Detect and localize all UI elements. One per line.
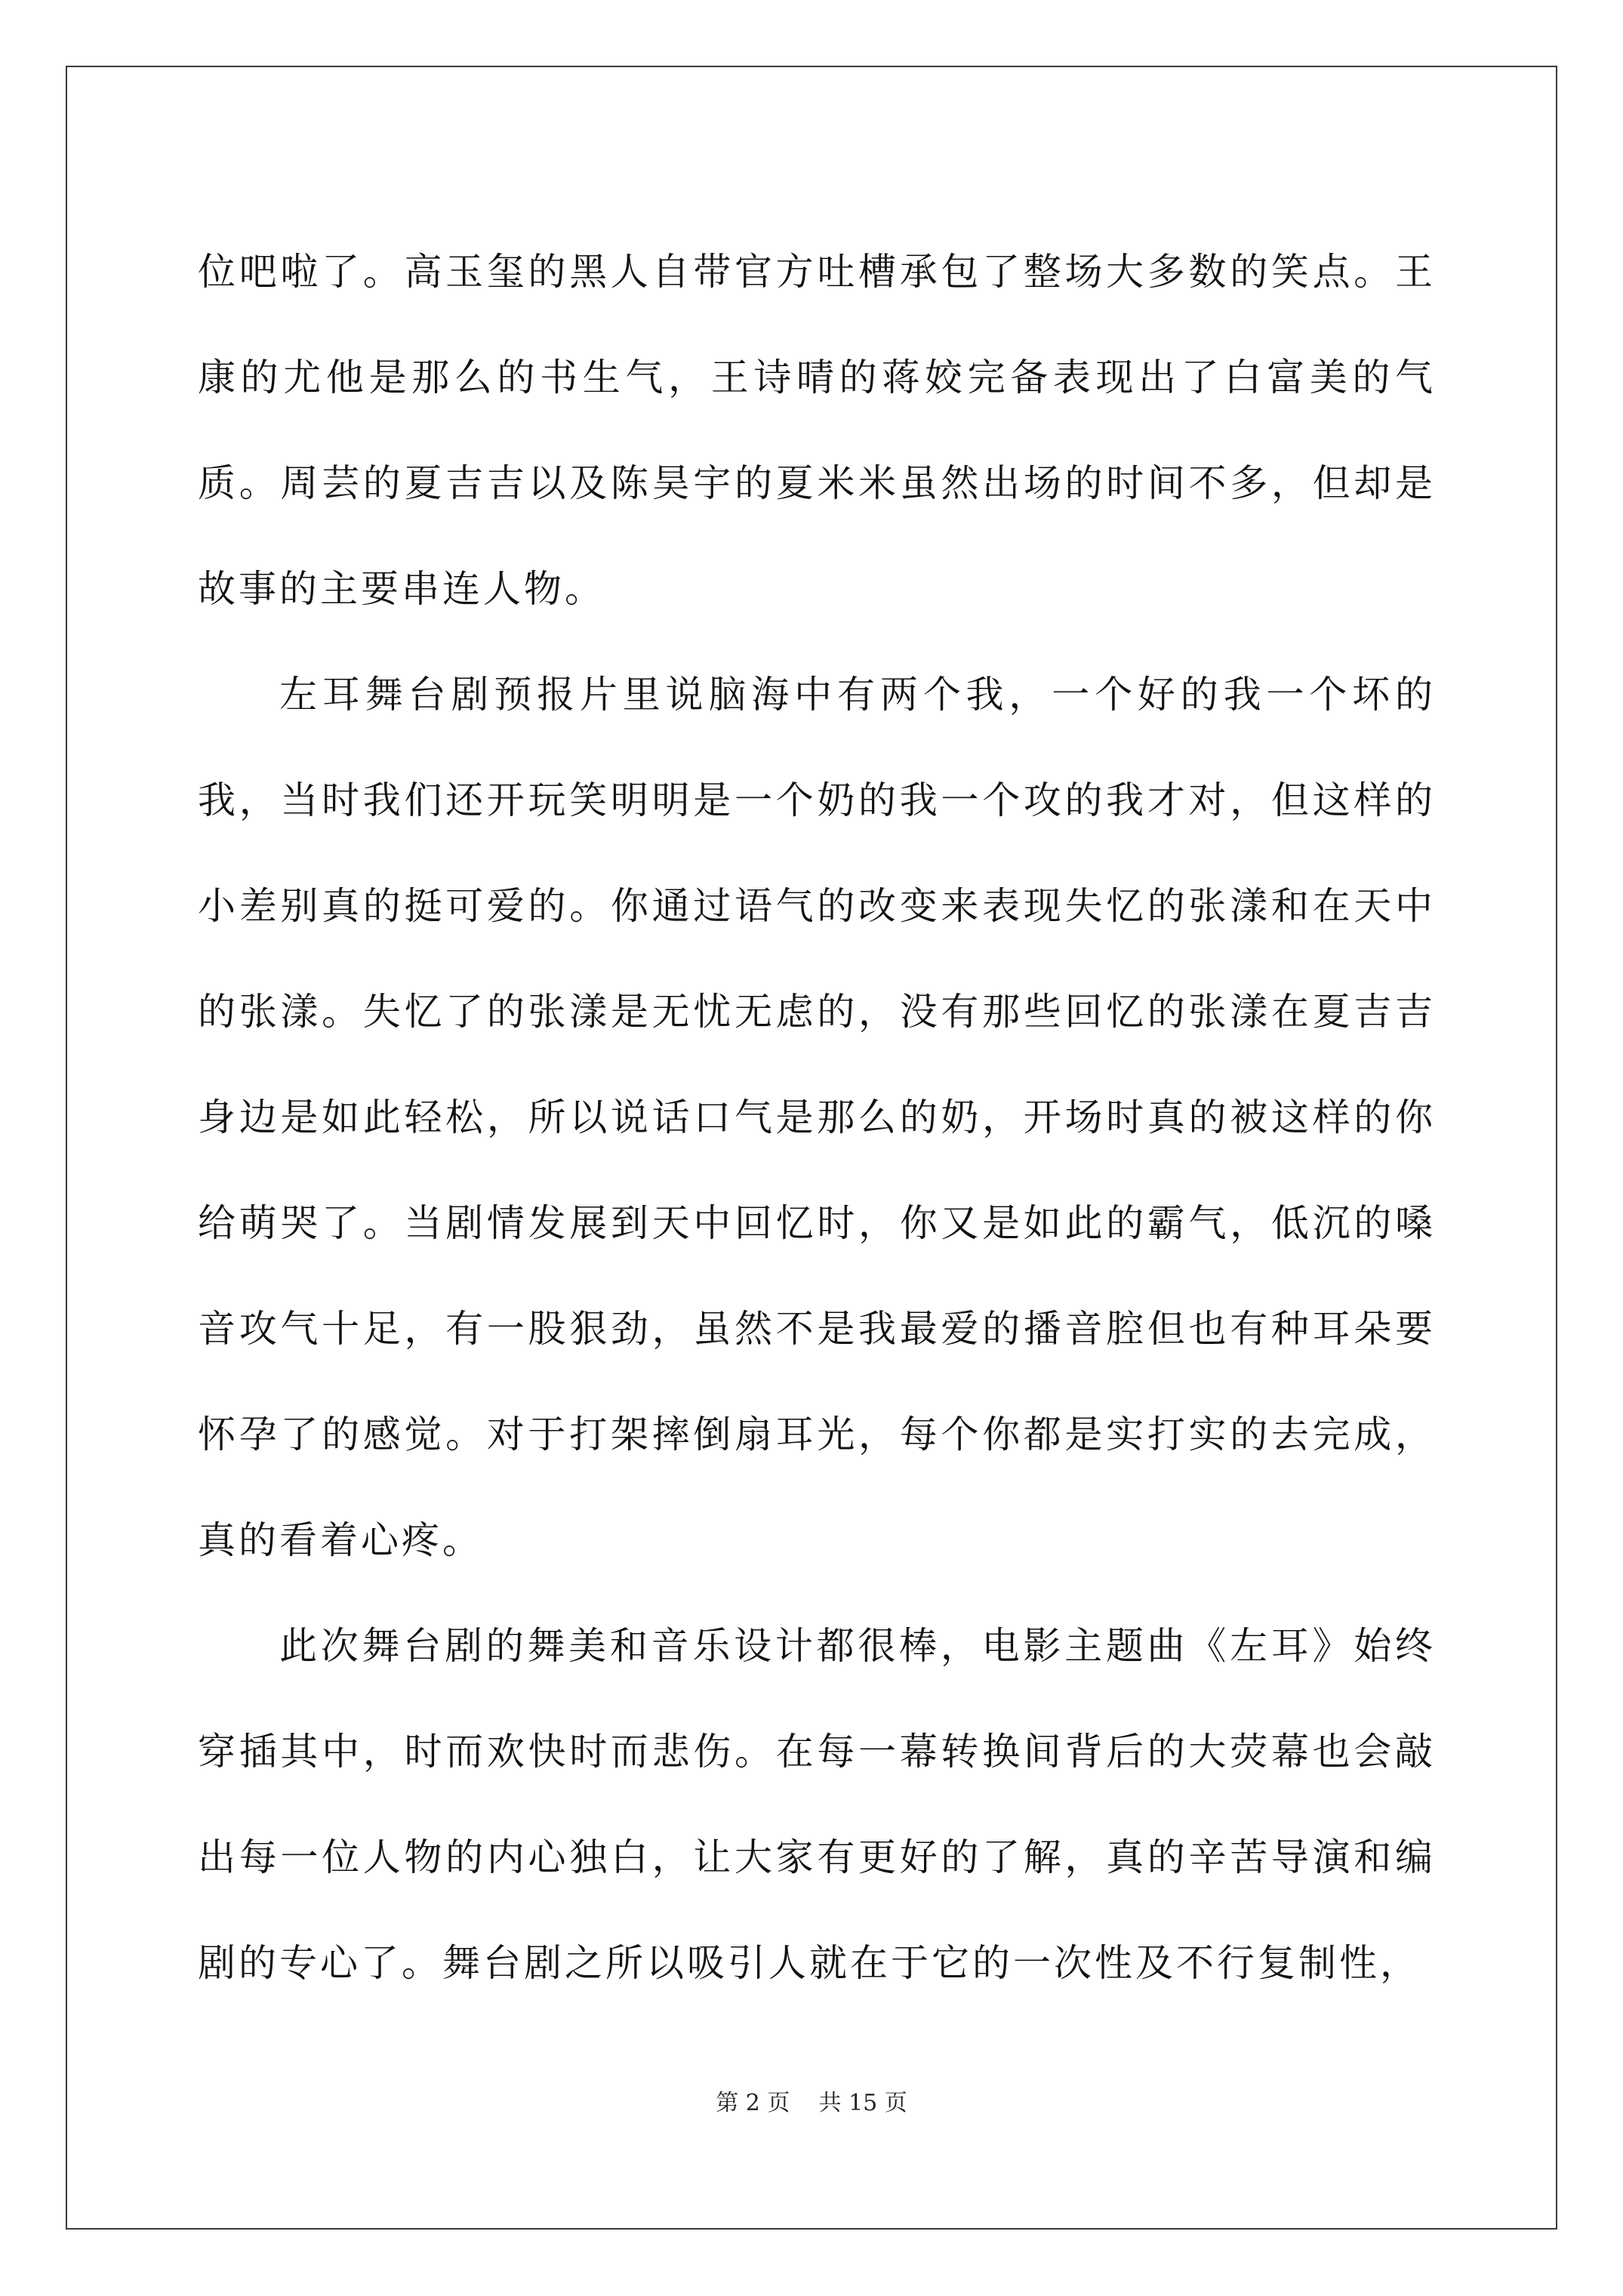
paragraph-1: 位吧啦了。高玉玺的黑人自带官方吐槽承包了整场大多数的笑点。王康的尤他是那么的书生气，王诗晴的蒋姣完备表现出了白富美的气质。周芸的夏吉吉以及陈昊宇的夏米米虽然出场的时间不多，但却是故事的主要串连人物。 xyxy=(198,250,1436,611)
paragraph-2: 左耳舞台剧预报片里说脑海中有两个我，一个好的我一个坏的我，当时我们还开玩笑明明是一个奶的我一个攻的我才对，但这样的小差别真的挺可爱的。你通过语气的改变来表现失忆的张漾和在天中的张漾。失忆了的张漾是无忧无虑的，没有那些回忆的张漾在夏吉吉身边是如此轻松，所以说话口气是那么的奶，开场时真的被这样的你给萌哭了。当剧情发展到天中回忆时，你又是如此的霸气，低沉的嗓音攻气十足，有一股狠劲，虽然不是我最爱的播音腔但也有种耳朵要怀孕了的感觉。对于打架摔倒扇耳光，每个你都是实打实的去完成，真的看着心疼。 xyxy=(198,673,1436,1562)
document-body xyxy=(198,219,1436,2016)
page-total: 共 15 页 xyxy=(818,2090,907,2116)
paragraph-3: 此次舞台剧的舞美和音乐设计都很棒，电影主题曲《左耳》始终穿插其中，时而欢快时而悲伤。在每一幕转换间背后的大荧幕也会敲出每一位人物的内心独白，让大家有更好的了解，真的辛苦导演和编剧的专心了。舞台剧之所以吸引人就在于它的一次性及不行复制性， xyxy=(198,1624,1436,1985)
page-number: 第 2 页 xyxy=(716,2090,790,2116)
page-footer xyxy=(0,2084,1623,2117)
